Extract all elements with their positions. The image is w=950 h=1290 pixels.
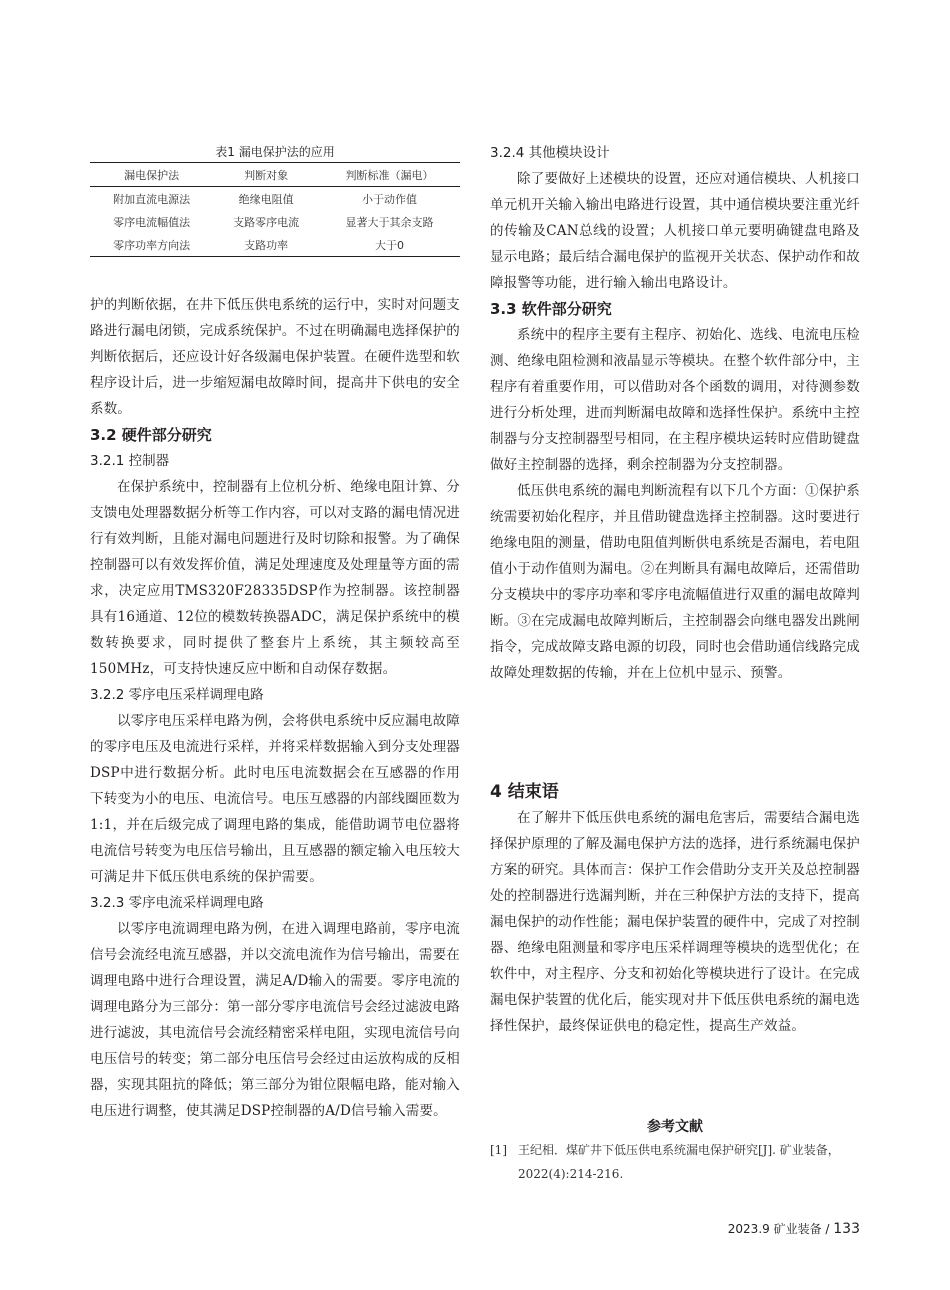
paragraph-3-2-4: 除了要做好上述模块的设置，还应对通信模块、人机接口单元机开关输入输出电路进行设置，其中通信模块要注重光纤的传输及CAN总线的设置；人机接口单元要明确键盘电路及显示电路；最后结合漏电保护的监视开关状态、保护动作和故障报警等功能，进行输入输出电路设计。 [490, 171, 860, 291]
section-heading-3-3: 3.3 软件部分研究 [490, 300, 612, 318]
table-cell: 零序功率方向法 [113, 238, 191, 252]
table-cell: 附加直流电源法 [113, 192, 191, 206]
table-header-cell: 判断对象 [244, 168, 289, 182]
section-heading-4: 4 结束语 [490, 782, 559, 802]
page-footer [728, 1220, 860, 1237]
subsection-heading-3-2-2: 3.2.2 零序电压采样调理电路 [90, 687, 264, 703]
table-1-wrapper [90, 162, 460, 257]
table-cell: 支路功率 [244, 238, 289, 252]
table-header-cell: 漏电保护法 [124, 168, 180, 182]
paragraph-3-2-3: 以零序电流调理电路为例，在进入调理电路前，零序电流信号会流经电流互感器，并以交流电流作为信号输出，需要在调理电路中进行合理设置，满足A/D输入的需要。零序电流的调理电路分为三部分：第一部分零序电流信号会经过滤波电路进行滤波，其电流信号会流经精密采样电阻，实现电流信号向电压信号的转变；第二部分电压信号会经过由运放构成的反相器，实现其阻抗的降低；第三部分为钳位限幅电路，能对输入电压进行调整，使其满足DSP控制器的A/D信号输入需要。 [90, 921, 460, 1119]
paragraph-3-2-1: 在保护系统中，控制器有上位机分析、绝缘电阻计算、分支馈电处理器数据分析等工作内容，可以对支路的漏电情况进行有效判断，且能对漏电问题进行及时切除和报警。为了确保控制器可以有效发挥价值，满足处理速度及处理量等方面的需求，决定应用TMS320F28335DSP作为控制器。该控制器具有16通道、12位的模数转换器ADC，满足保护系统中的模数转换要求，同时提供了整套片上系统，其主频较高至150MHz，可支持快速反应中断和自动保存数据。 [90, 479, 460, 677]
table-cell: 零序电流幅值法 [113, 215, 191, 229]
reference-item [490, 1138, 860, 1186]
subsection-heading-3-2-1: 3.2.1 控制器 [90, 453, 170, 469]
reference-list [490, 1138, 860, 1186]
paragraph-4: 在了解井下低压供电系统的漏电危害后，需要结合漏电选择保护原理的了解及漏电保护方法的选择，进行系统漏电保护方案的研究。具体而言：保护工作会借助分支开关及总控制器处的控制器进行选漏判断，并在三种保护方法的支持下，提高漏电保护的动作性能；漏电保护装置的硬件中，完成了对控制器、绝缘电阻测量和零序电压采样调理等模块的选型优化；在软件中，对主程序、分支和初始化等模块进行了设计。在完成漏电保护装置的优化后，能实现对井下低压供电系统的漏电选择性保护，最终保证供电的稳定性，提高生产效益。 [490, 810, 860, 1034]
table-cell: 显著大于其余支路 [345, 215, 434, 229]
table-header-cell: 判断标准（漏电） [345, 168, 434, 182]
reference-text: 王纪相．煤矿井下低压供电系统漏电保护研究[J]. 矿业装备，2022(4):214-216. [518, 1143, 840, 1181]
paragraph-3-2-2: 以零序电压采样电路为例，会将供电系统中反应漏电故障的零序电压及电流进行采样，并将采样数据输入到分支处理器DSP中进行数据分析。此时电压电流数据会在互感器的作用下转变为小的电压、电流信号。电压互感器的内部线圈匝数为1:1，并在后级完成了调理电路的集成，能借助调节电位器将电流信号转变为电压信号输出，且互感器的额定输入电压较大可满足井下低压供电系统的保护需要。 [90, 713, 460, 885]
intro-paragraph: 护的判断依据，在井下低压供电系统的运行中，实时对问题支路进行漏电闭锁，完成系统保护。不过在明确漏电选择保护的判断依据后，还应设计好各级漏电保护装置。在硬件选型和软程序设计后，进一步缩短漏电故障时间，提高井下供电的安全系数。 [90, 297, 460, 417]
left-body [90, 292, 460, 1124]
table-cell: 支路零序电流 [233, 215, 300, 229]
table-row [90, 187, 460, 211]
right-conclusion [490, 779, 860, 1039]
footer-issue: 2023.9 矿业装备 / [727, 1222, 834, 1236]
section-heading-3-2: 3.2 硬件部分研究 [90, 426, 212, 444]
subsection-heading-3-2-3: 3.2.3 零序电流采样调理电路 [90, 895, 264, 911]
references-heading: 参考文献 [647, 1119, 703, 1135]
right-top-body [490, 140, 860, 686]
paragraph-3-3-b: 低压供电系统的漏电判断流程有以下几个方面：①保护系统需要初始化程序，并且借助键盘选择主控制器。这时要进行绝缘电阻的测量，借助电阻值判断供电系统是否漏电，若电阻值小于动作值则为漏电。②在判断具有漏电故障后，还需借助分支模块中的零序功率和零序电流幅值进行双重的漏电故障判断。③在完成漏电故障判断后，主控制器会向继电器发出跳闸指令，完成故障支路电源的切段，同时也会借助通信线路完成故障处理数据的传输，并在上位机中显示、预警。 [490, 483, 860, 681]
paragraph-3-3-a: 系统中的程序主要有主程序、初始化、选线、电流电压检测、绝缘电阻检测和液晶显示等模块。在整个软件部分中，主程序有着重要作用，可以借助对各个函数的调用，对待测参数进行分析处理，进而判断漏电故障和选择性保护。系统中主控制器与分支控制器型号相同，在主程序模块运转时应借助键盘做好主控制器的选择，剩余控制器为分支控制器。 [490, 327, 860, 473]
table-1 [90, 162, 460, 257]
table-header-row [90, 163, 460, 187]
table-row [90, 210, 460, 233]
reference-number: [1] [490, 1143, 507, 1157]
subsection-heading-3-2-4: 3.2.4 其他模块设计 [490, 145, 610, 161]
table-row [90, 233, 460, 257]
table-cell: 大于0 [375, 238, 405, 252]
page-number: 133 [833, 1221, 860, 1237]
table-cell: 绝缘电阻值 [238, 192, 294, 206]
table-caption: 表1 漏电保护法的应用 [215, 145, 335, 159]
table-cell: 小于动作值 [362, 192, 418, 206]
